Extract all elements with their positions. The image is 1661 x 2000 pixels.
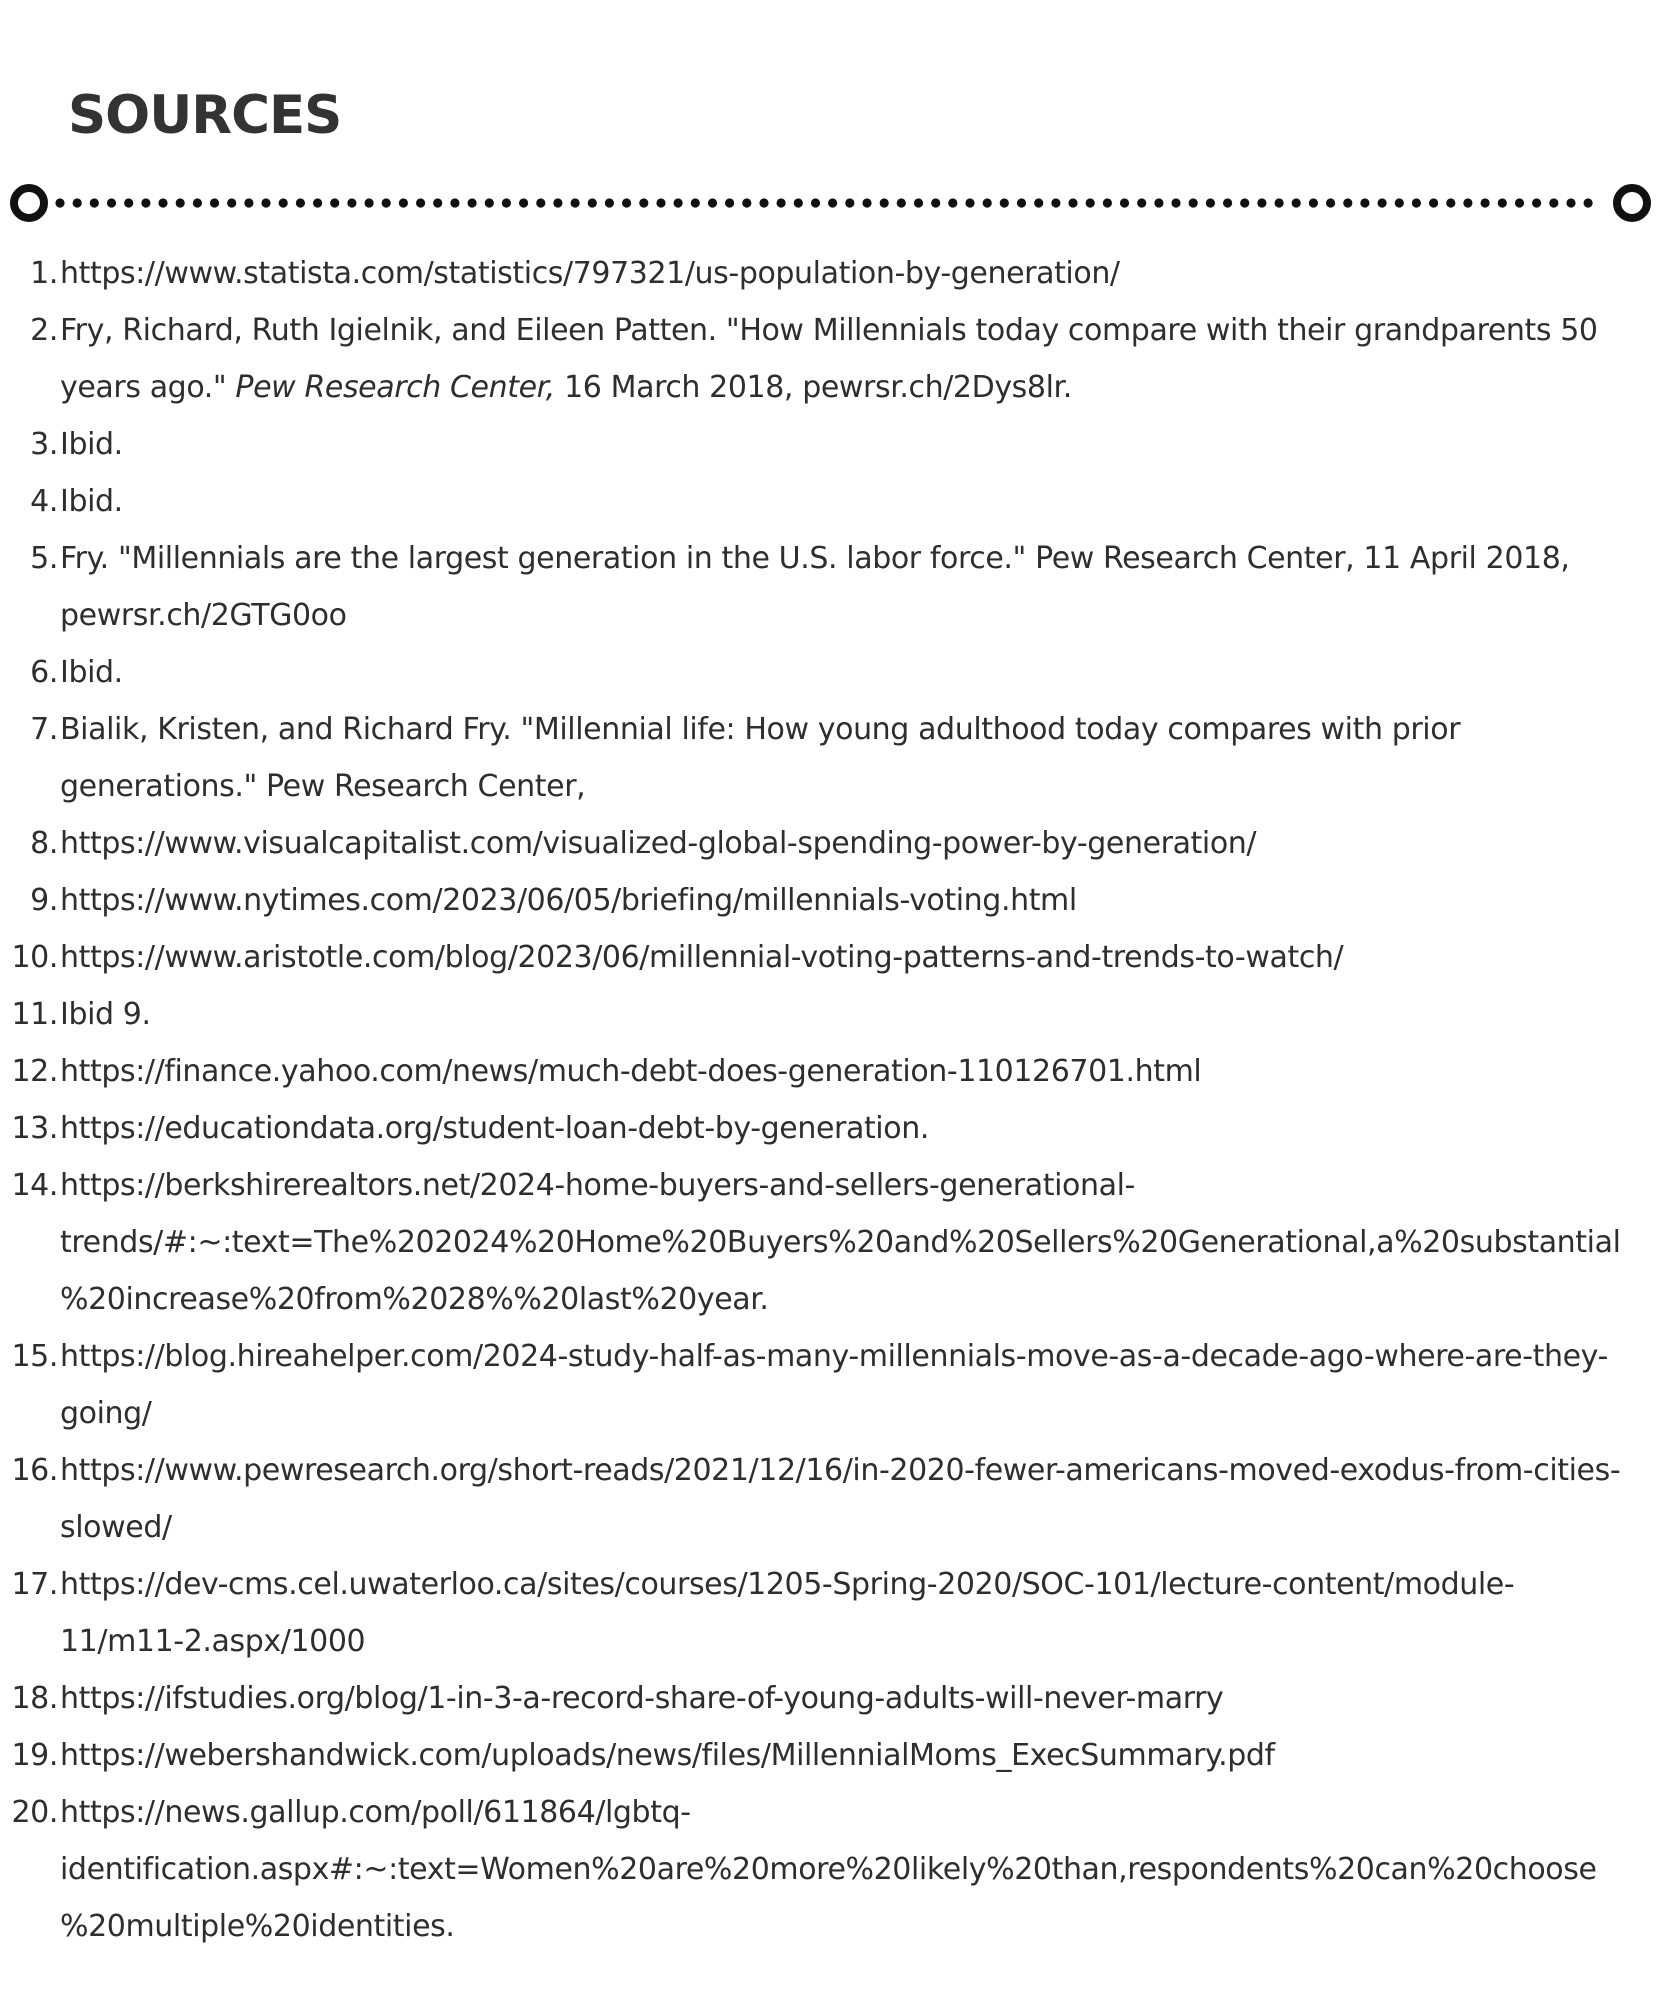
- divider-dots: [55, 198, 1592, 207]
- divider-dot: [862, 198, 871, 207]
- divider-dot: [536, 198, 545, 207]
- divider-dot: [158, 198, 167, 207]
- source-number: 10.: [11, 940, 58, 975]
- divider-dot: [914, 198, 923, 207]
- divider-dot: [674, 198, 683, 207]
- divider-dot: [279, 198, 288, 207]
- source-number: 6.: [30, 655, 58, 690]
- source-text-tail: 16 March 2018, pewrsr.ch/2Dys8lr.: [554, 370, 1072, 405]
- divider-dot: [1068, 198, 1077, 207]
- source-text: https://finance.yahoo.com/news/much-debt-does-generation-110126701.html: [60, 1054, 1202, 1089]
- divider-dot: [313, 198, 322, 207]
- divider-dot: [365, 198, 374, 207]
- divider-dot: [1206, 198, 1215, 207]
- source-item: [0, 245, 1661, 302]
- divider-dot: [725, 198, 734, 207]
- source-item: [0, 929, 1661, 986]
- divider-dot: [656, 198, 665, 207]
- source-number: 9.: [30, 883, 58, 918]
- sources-list: [0, 245, 1661, 1955]
- source-item: [0, 1556, 1661, 1670]
- divider-dot: [1326, 198, 1335, 207]
- source-number: 16.: [11, 1453, 58, 1488]
- divider-dot: [880, 198, 889, 207]
- source-text: https://www.statista.com/statistics/797321/us-population-by-generation/: [60, 256, 1120, 291]
- divider-dot: [124, 198, 133, 207]
- source-text: Ibid 9.: [60, 997, 151, 1032]
- source-number: 7.: [30, 712, 58, 747]
- divider-dot: [759, 198, 768, 207]
- source-item: [0, 473, 1661, 530]
- divider-dot: [1292, 198, 1301, 207]
- divider-dot: [622, 198, 631, 207]
- divider-dot: [1240, 198, 1249, 207]
- divider-dot: [107, 198, 116, 207]
- source-text: https://webershandwick.com/uploads/news/files/MillennialMoms_ExecSummary.pdf: [60, 1738, 1275, 1773]
- divider-dot: [1120, 198, 1129, 207]
- divider-dot: [1584, 198, 1593, 207]
- divider-dot: [1378, 198, 1387, 207]
- divider-dot: [193, 198, 202, 207]
- source-publication: Pew Research Center,: [235, 370, 555, 405]
- divider-dot: [1051, 198, 1060, 207]
- source-text: Fry, Richard, Ruth Igielnik, and Eileen Patten. "How Millennials today compare with their grandparents 50 years ago.": [60, 313, 1598, 405]
- divider-dot: [1257, 198, 1266, 207]
- source-item: [0, 1784, 1661, 1955]
- divider-dot: [1223, 198, 1232, 207]
- divider-dot: [639, 198, 648, 207]
- divider-dot: [433, 198, 442, 207]
- source-number: 3.: [30, 427, 58, 462]
- divider-dot: [330, 198, 339, 207]
- divider-dot: [777, 198, 786, 207]
- source-number: 17.: [11, 1567, 58, 1602]
- source-text: https://blog.hireahelper.com/2024-study-half-as-many-millennials-move-as-a-decade-ago-where-are-they-going/: [60, 1339, 1608, 1431]
- divider-dot: [1463, 198, 1472, 207]
- source-text: Bialik, Kristen, and Richard Fry. "Millennial life: How young adulthood today compares with prior generations." Pew Research Center,: [60, 712, 1461, 804]
- source-text: Ibid.: [60, 655, 123, 690]
- divider-dot: [73, 198, 82, 207]
- source-text: https://news.gallup.com/poll/611864/lgbtq-identification.aspx#:~:text=Women%20are%20more%20likely%20than,respondents%20can%20choose%20multiple%20identities.: [60, 1795, 1597, 1944]
- divider-dot: [176, 198, 185, 207]
- source-item: [0, 302, 1661, 416]
- divider-dot: [1360, 198, 1369, 207]
- source-number: 5.: [30, 541, 58, 576]
- source-item: [0, 1157, 1661, 1328]
- source-item: [0, 815, 1661, 872]
- divider-dot: [553, 198, 562, 207]
- divider-dot: [691, 198, 700, 207]
- divider-dot: [1103, 198, 1112, 207]
- dotted-divider: [8, 181, 1653, 225]
- source-number: 12.: [11, 1054, 58, 1089]
- source-number: 8.: [30, 826, 58, 861]
- divider-dot: [588, 198, 597, 207]
- divider-dot: [90, 198, 99, 207]
- source-text: Fry. "Millennials are the largest generation in the U.S. labor force." Pew Research Center, 11 April 2018, pewrsr.ch/2GTG0oo: [60, 541, 1570, 633]
- divider-dot: [742, 198, 751, 207]
- source-item: [0, 530, 1661, 644]
- source-number: 20.: [11, 1795, 58, 1830]
- divider-dot: [1515, 198, 1524, 207]
- divider-dot: [605, 198, 614, 207]
- divider-dot: [1343, 198, 1352, 207]
- source-number: 4.: [30, 484, 58, 519]
- source-item: [0, 1100, 1661, 1157]
- divider-dot: [948, 198, 957, 207]
- divider-dot: [983, 198, 992, 207]
- source-item: [0, 1328, 1661, 1442]
- divider-dot: [399, 198, 408, 207]
- hollow-circle-icon: [1617, 188, 1647, 218]
- divider-dot: [1034, 198, 1043, 207]
- source-text: https://educationdata.org/student-loan-debt-by-generation.: [60, 1111, 929, 1146]
- divider-dot: [1395, 198, 1404, 207]
- source-text: https://www.nytimes.com/2023/06/05/briefing/millennials-voting.html: [60, 883, 1077, 918]
- source-number: 11.: [11, 997, 58, 1032]
- divider-dot: [55, 198, 64, 207]
- divider-dot: [845, 198, 854, 207]
- source-text: Ibid.: [60, 427, 123, 462]
- divider-dot: [1154, 198, 1163, 207]
- divider-dot: [1446, 198, 1455, 207]
- divider-dot: [382, 198, 391, 207]
- divider-dot: [1498, 198, 1507, 207]
- divider-dot: [1309, 198, 1318, 207]
- source-item: [0, 644, 1661, 701]
- source-item: [0, 986, 1661, 1043]
- divider-dot: [227, 198, 236, 207]
- source-text: https://dev-cms.cel.uwaterloo.ca/sites/courses/1205-Spring-2020/SOC-101/lecture-content/module-11/m11-2.aspx/1000: [60, 1567, 1515, 1659]
- divider-dot: [450, 198, 459, 207]
- page-title: SOURCES: [68, 85, 342, 146]
- divider-dot: [708, 198, 717, 207]
- divider-dot: [1171, 198, 1180, 207]
- divider-dot: [1412, 198, 1421, 207]
- source-item: [0, 416, 1661, 473]
- source-item: [0, 1670, 1661, 1727]
- divider-dot: [261, 198, 270, 207]
- divider-dot: [1000, 198, 1009, 207]
- divider-dot: [1566, 198, 1575, 207]
- divider-dot: [1086, 198, 1095, 207]
- divider-dot: [1429, 198, 1438, 207]
- source-number: 15.: [11, 1339, 58, 1374]
- source-text: https://www.visualcapitalist.com/visualized-global-spending-power-by-generation/: [60, 826, 1257, 861]
- source-number: 18.: [11, 1681, 58, 1716]
- divider-dot: [965, 198, 974, 207]
- divider-dot: [811, 198, 820, 207]
- divider-dot: [1017, 198, 1026, 207]
- divider-dot: [468, 198, 477, 207]
- source-text: https://www.pewresearch.org/short-reads/2021/12/16/in-2020-fewer-americans-moved-exodus-from-cities-slowed/: [60, 1453, 1621, 1545]
- divider-dot: [416, 198, 425, 207]
- divider-dot: [485, 198, 494, 207]
- source-item: [0, 1442, 1661, 1556]
- source-item: [0, 1043, 1661, 1100]
- source-text: https://berkshirerealtors.net/2024-home-buyers-and-sellers-generational-trends/#:~:text=The%202024%20Home%20Buyers%20and%20Sellers%20Generational,a%20substantial%20increase%20from%2028%%20last%20year.: [60, 1168, 1621, 1317]
- divider-dot: [519, 198, 528, 207]
- divider-dot: [794, 198, 803, 207]
- source-number: 14.: [11, 1168, 58, 1203]
- divider-dot: [897, 198, 906, 207]
- source-number: 2.: [30, 313, 58, 348]
- source-text: https://ifstudies.org/blog/1-in-3-a-record-share-of-young-adults-will-never-marry: [60, 1681, 1224, 1716]
- divider-dot: [244, 198, 253, 207]
- divider-dot: [931, 198, 940, 207]
- divider-dot: [210, 198, 219, 207]
- divider-dot: [141, 198, 150, 207]
- divider-dot: [502, 198, 511, 207]
- divider-dot: [1549, 198, 1558, 207]
- source-item: [0, 872, 1661, 929]
- source-text: Ibid.: [60, 484, 123, 519]
- divider-dot: [347, 198, 356, 207]
- source-text: https://www.aristotle.com/blog/2023/06/millennial-voting-patterns-and-trends-to-watch/: [60, 940, 1344, 975]
- divider-dot: [296, 198, 305, 207]
- divider-dot: [1137, 198, 1146, 207]
- divider-dot: [1481, 198, 1490, 207]
- divider-dot: [828, 198, 837, 207]
- source-number: 1.: [30, 256, 58, 291]
- divider-dot: [1532, 198, 1541, 207]
- divider-dot: [571, 198, 580, 207]
- divider-dot: [1275, 198, 1284, 207]
- source-item: [0, 701, 1661, 815]
- source-number: 19.: [11, 1738, 58, 1773]
- source-number: 13.: [11, 1111, 58, 1146]
- hollow-circle-icon: [14, 188, 44, 218]
- divider-dot: [1189, 198, 1198, 207]
- source-item: [0, 1727, 1661, 1784]
